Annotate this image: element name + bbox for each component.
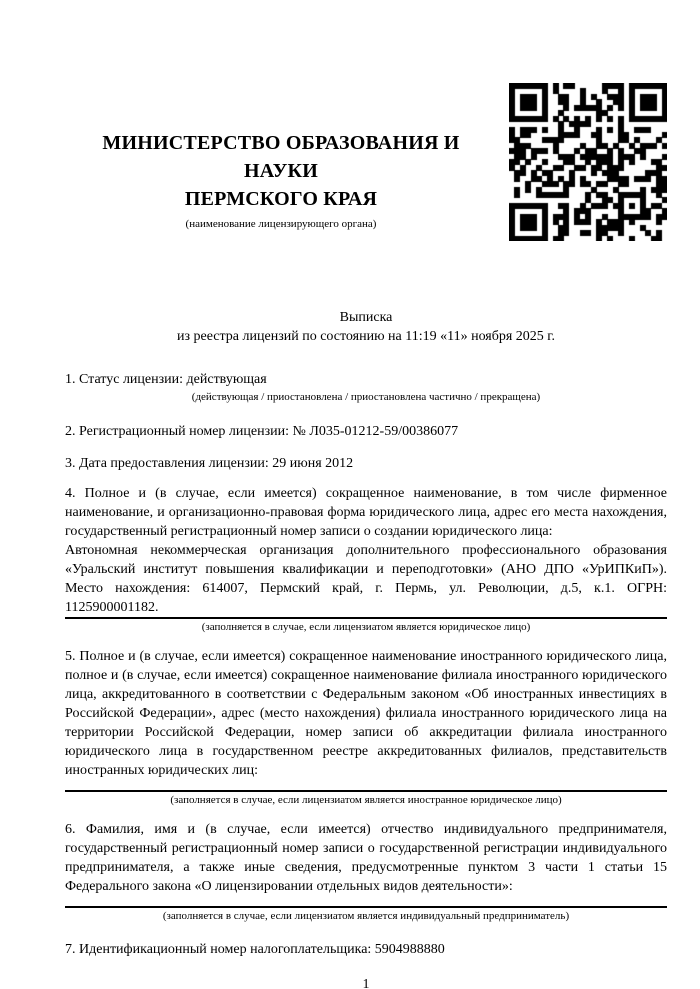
qr-code-icon [509, 83, 667, 241]
item-2-text: 2. Регистрационный номер лицензии: № Л035-01212-59/00386077 [65, 424, 459, 439]
qr-code [509, 83, 667, 241]
item-1-license-status [65, 370, 667, 405]
item-5-foreign-entity [65, 647, 667, 808]
item-4-fill-rule [65, 617, 667, 619]
item-4-text: 4. Полное и (в случае, если имеется) сокращенное наименование, в том числе фирменное наименование, и организационно-правовая форма юридического лица, адрес его места нахождения, государственный регистрационный номер записи о создании юридического лица: [65, 486, 667, 539]
page-number: 1 [362, 977, 370, 989]
item-7-text: 7. Идентификационный номер налогоплательщика: 5904988880 [65, 942, 445, 957]
item-6-fill-caption: (заполняется в случае, если лицензиатом является индивидуальный предприниматель) [162, 910, 570, 922]
item-6-text: 6. Фамилия, имя и (в случае, если имеется) отчество индивидуального предпринимателя, государственный регистрационный номер записи о государственной регистрации индивидуального предпринимателя, а также иные сведения, предусмотренные пунктом 3 части 1 статьи 15 Федерального закона «О лицензировании отдельных видов деятельности»: [65, 822, 667, 894]
document-title: Выписка [339, 310, 393, 325]
document-header [65, 0, 667, 241]
item-6-entrepreneur [65, 820, 667, 924]
item-4-value: Автономная некоммерческая организация дополнительного профессионального образования «Уральский институт повышения квалификации и переподготовки» (АНО ДПО «УрИПКиП»). Место нахождения: 614007, Пермский край, г. Пермь, ул. Революции, д.5, к.1. ОГРН: 1125900001182. [65, 543, 667, 615]
item-1-status-options-caption: (действующая / приостановлена / приостановлена частично / прекращена) [191, 391, 541, 403]
item-5-fill-rule [65, 790, 667, 792]
item-1-text: 1. Статус лицензии: действующая [65, 372, 267, 387]
item-5-text: 5. Полное и (в случае, если имеется) сокращенное наименование иностранного юридического лица, полное и (в случае, если имеется) сокращенное наименование филиала иностранного юридического лица, аккредитованного в соответствии с Федеральным законом «Об иностранных инвестициях в Российской Федерации», адрес (место нахождения) филиала иностранного юридического лица на территории Российской Федерации, номер записи об аккредитации филиала иностранного юридического лица в государственном реестре аккредитованных филиалов, представительств иностранных юридических лиц: [65, 649, 667, 778]
ministry-name-line1: МИНИСТЕРСТВО ОБРАЗОВАНИЯ И НАУКИ [102, 132, 460, 182]
item-4-fill-caption: (заполняется в случае, если лицензиатом является юридическое лицо) [201, 621, 531, 633]
document-subtitle: из реестра лицензий по состоянию на 11:19 «11» ноября 2025 г. [177, 329, 555, 344]
item-5-fill-caption: (заполняется в случае, если лицензиатом является иностранное юридическое лицо) [170, 794, 562, 806]
item-3-text: 3. Дата предоставления лицензии: 29 июня 2012 [65, 456, 354, 471]
ministry-name-line2: ПЕРМСКОГО КРАЯ [184, 188, 378, 210]
item-3-grant-date [65, 454, 667, 473]
licensing-authority [65, 83, 509, 231]
document-title-block [65, 308, 667, 346]
item-4-legal-entity [65, 484, 667, 635]
item-5-empty-value [65, 780, 667, 790]
item-2-registration-number [65, 422, 667, 441]
ministry-caption: (наименование лицензирующего органа) [185, 218, 377, 230]
item-6-empty-value [65, 896, 667, 906]
item-6-fill-rule [65, 906, 667, 908]
item-7-taxpayer-number [65, 940, 667, 959]
